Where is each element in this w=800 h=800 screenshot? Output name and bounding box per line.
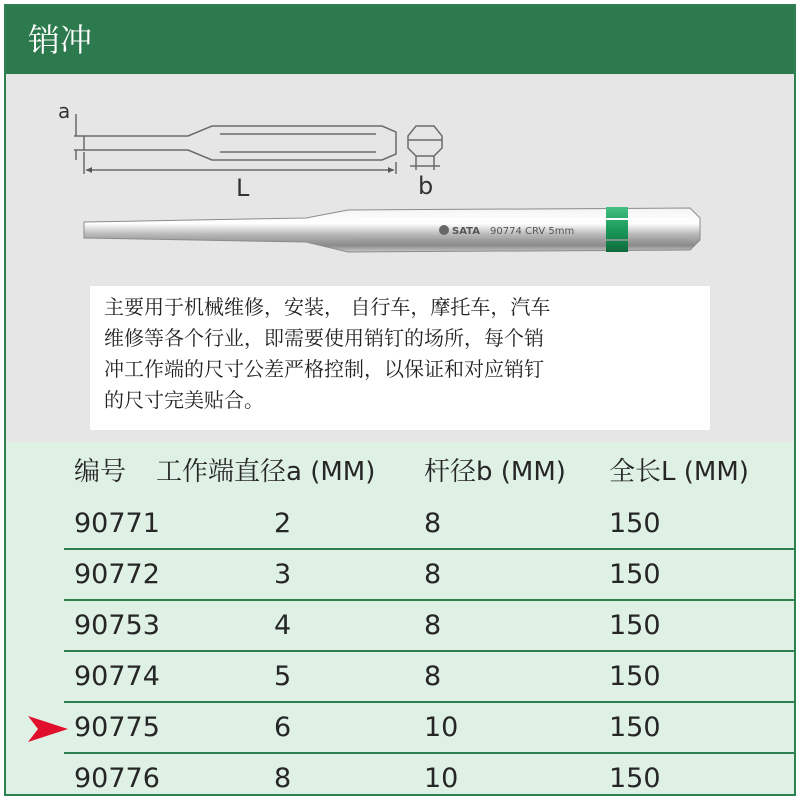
header-shank-diameter: 杆径b (MM) bbox=[424, 457, 566, 487]
table-header-row bbox=[64, 448, 794, 498]
description-line: 的尺寸完美贴合。 bbox=[104, 388, 264, 412]
cell-tip-diameter: 4 bbox=[274, 610, 292, 641]
cell-tip-diameter: 3 bbox=[274, 559, 292, 590]
header-tip-diameter: 工作端直径a (MM) bbox=[156, 457, 376, 487]
description-line: 主要用于机械维修，安装， 自行车，摩托车，汽车 bbox=[104, 295, 551, 319]
spec-table bbox=[6, 442, 794, 796]
cell-shank-diameter: 8 bbox=[424, 610, 442, 641]
header-length: 全长L (MM) bbox=[609, 457, 749, 487]
label-length: L bbox=[236, 174, 250, 202]
cell-model: 90772 bbox=[74, 559, 160, 590]
cell-model: 90771 bbox=[74, 508, 160, 539]
arrow-pointer-icon bbox=[26, 714, 70, 744]
product-card bbox=[4, 4, 796, 796]
cell-model: 90776 bbox=[74, 763, 160, 794]
cell-shank-diameter: 8 bbox=[424, 559, 442, 590]
cell-model: 90753 bbox=[74, 610, 160, 641]
description-line: 冲工作端的尺寸公差严格控制，以保证和对应销钉 bbox=[104, 357, 544, 381]
dimension-drawing bbox=[46, 94, 466, 204]
page-title: 销冲 bbox=[6, 6, 794, 74]
cell-tip-diameter: 5 bbox=[274, 661, 292, 692]
engraving-text: 90774 CRV 5mm bbox=[490, 226, 575, 237]
label-a: a bbox=[58, 99, 71, 123]
description-line: 维修等各个行业，即需要使用销钉的场所，每个销 bbox=[104, 326, 544, 350]
table-row-highlighted bbox=[64, 704, 794, 754]
cell-length: 150 bbox=[609, 610, 661, 641]
table-row bbox=[64, 602, 794, 652]
cell-length: 150 bbox=[609, 559, 661, 590]
cell-length: 150 bbox=[609, 508, 661, 539]
product-image-area bbox=[6, 74, 794, 442]
table-row bbox=[64, 500, 794, 550]
pin-punch-photo bbox=[76, 194, 716, 274]
cell-shank-diameter: 8 bbox=[424, 661, 442, 692]
brand-mark: SATA bbox=[452, 226, 480, 237]
cell-length: 150 bbox=[609, 661, 661, 692]
cell-model: 90775 bbox=[74, 712, 160, 743]
label-b: b bbox=[418, 172, 434, 200]
cell-length: 150 bbox=[609, 712, 661, 743]
cell-tip-diameter: 6 bbox=[274, 712, 292, 743]
cell-shank-diameter: 10 bbox=[424, 712, 459, 743]
cell-shank-diameter: 8 bbox=[424, 508, 442, 539]
cell-tip-diameter: 2 bbox=[274, 508, 292, 539]
cell-tip-diameter: 8 bbox=[274, 763, 292, 794]
description-box bbox=[90, 286, 710, 430]
cell-length: 150 bbox=[609, 763, 661, 794]
header-model: 编号 bbox=[74, 457, 127, 487]
table-row bbox=[64, 755, 794, 796]
cell-model: 90774 bbox=[74, 661, 160, 692]
cell-shank-diameter: 10 bbox=[424, 763, 459, 794]
table-row bbox=[64, 551, 794, 601]
table-row bbox=[64, 653, 794, 703]
